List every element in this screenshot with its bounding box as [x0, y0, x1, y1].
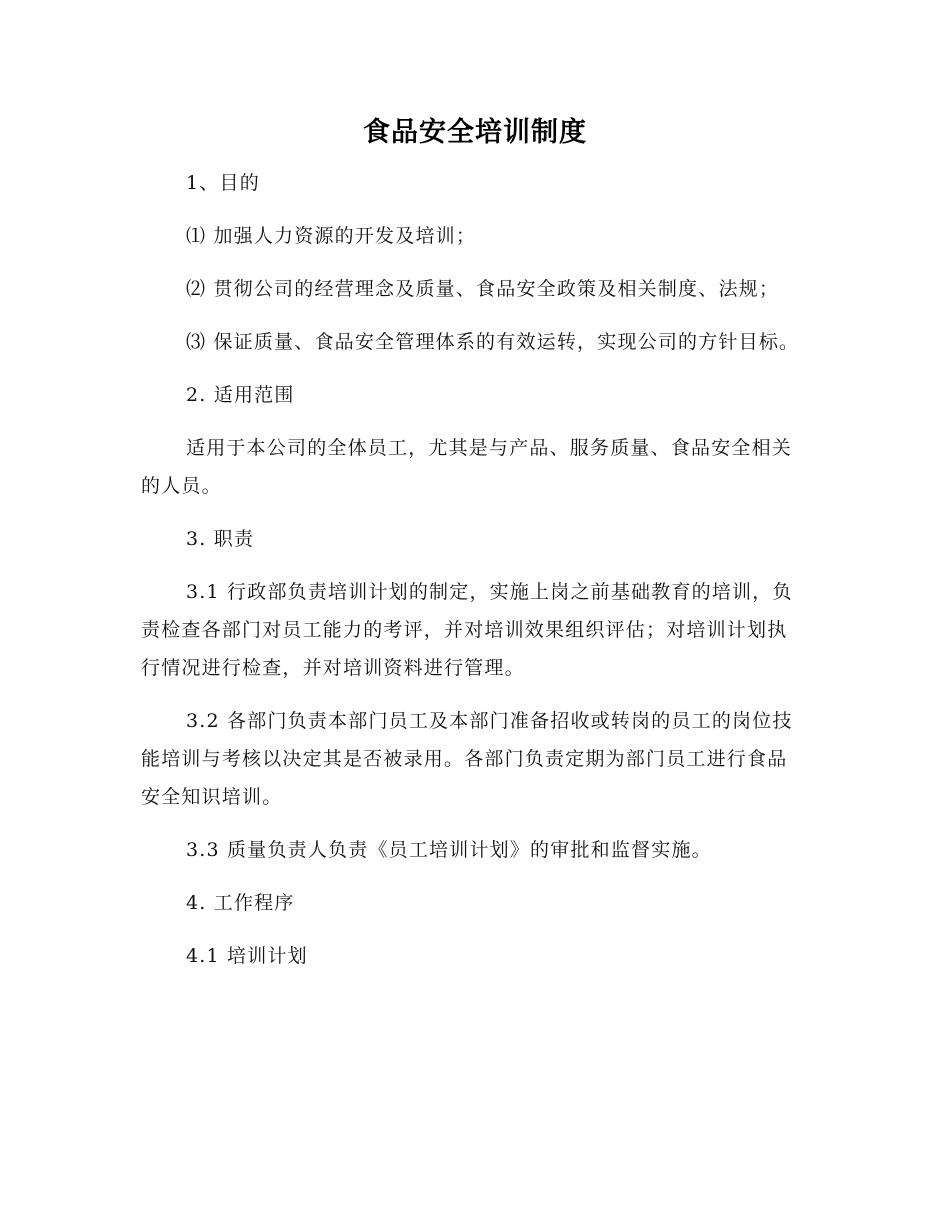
paragraph-duty-3-2: 3.2 各部门负责本部门员工及本部门准备招收或转岗的员工的岗位技能培训与考核以决定其是否被录用。各部门负责定期为部门员工进行食品安全知识培训。: [141, 710, 793, 808]
paragraph-purpose-2: ⑵ 贯彻公司的经营理念及质量、食品安全政策及相关制度、法规；: [186, 278, 780, 300]
paragraph-duty-3-3: 3.3 质量负责人负责《员工培训计划》的审批和监督实施。: [186, 839, 712, 861]
paragraph-duties-heading: 3. 职责: [186, 528, 255, 550]
paragraph-scope-heading: 2. 适用范围: [186, 384, 295, 406]
page-title: 食品安全培训制度: [363, 117, 587, 148]
paragraph-purpose-heading: 1、目的: [186, 172, 260, 194]
paragraph-scope-text: 适用于本公司的全体员工，尤其是与产品、服务质量、食品安全相关的人员。: [141, 437, 793, 497]
paragraph-purpose-1: ⑴ 加强人力资源的开发及培训；: [186, 225, 477, 247]
document-body: [141, 164, 805, 990]
paragraph-procedure-heading: 4. 工作程序: [186, 892, 295, 914]
paragraph-purpose-3: ⑶ 保证质量、食品安全管理体系的有效运转，实现公司的方针目标。: [186, 331, 800, 353]
paragraph-training-plan-heading: 4.1 培训计划: [186, 945, 308, 967]
paragraph-duty-3-1: 3.1 行政部负责培训计划的制定，实施上岗之前基础教育的培训，负责检查各部门对员工能力的考评，并对培训效果组织评估；对培训计划执行情况进行检查，并对培训资料进行管理。: [141, 581, 793, 679]
